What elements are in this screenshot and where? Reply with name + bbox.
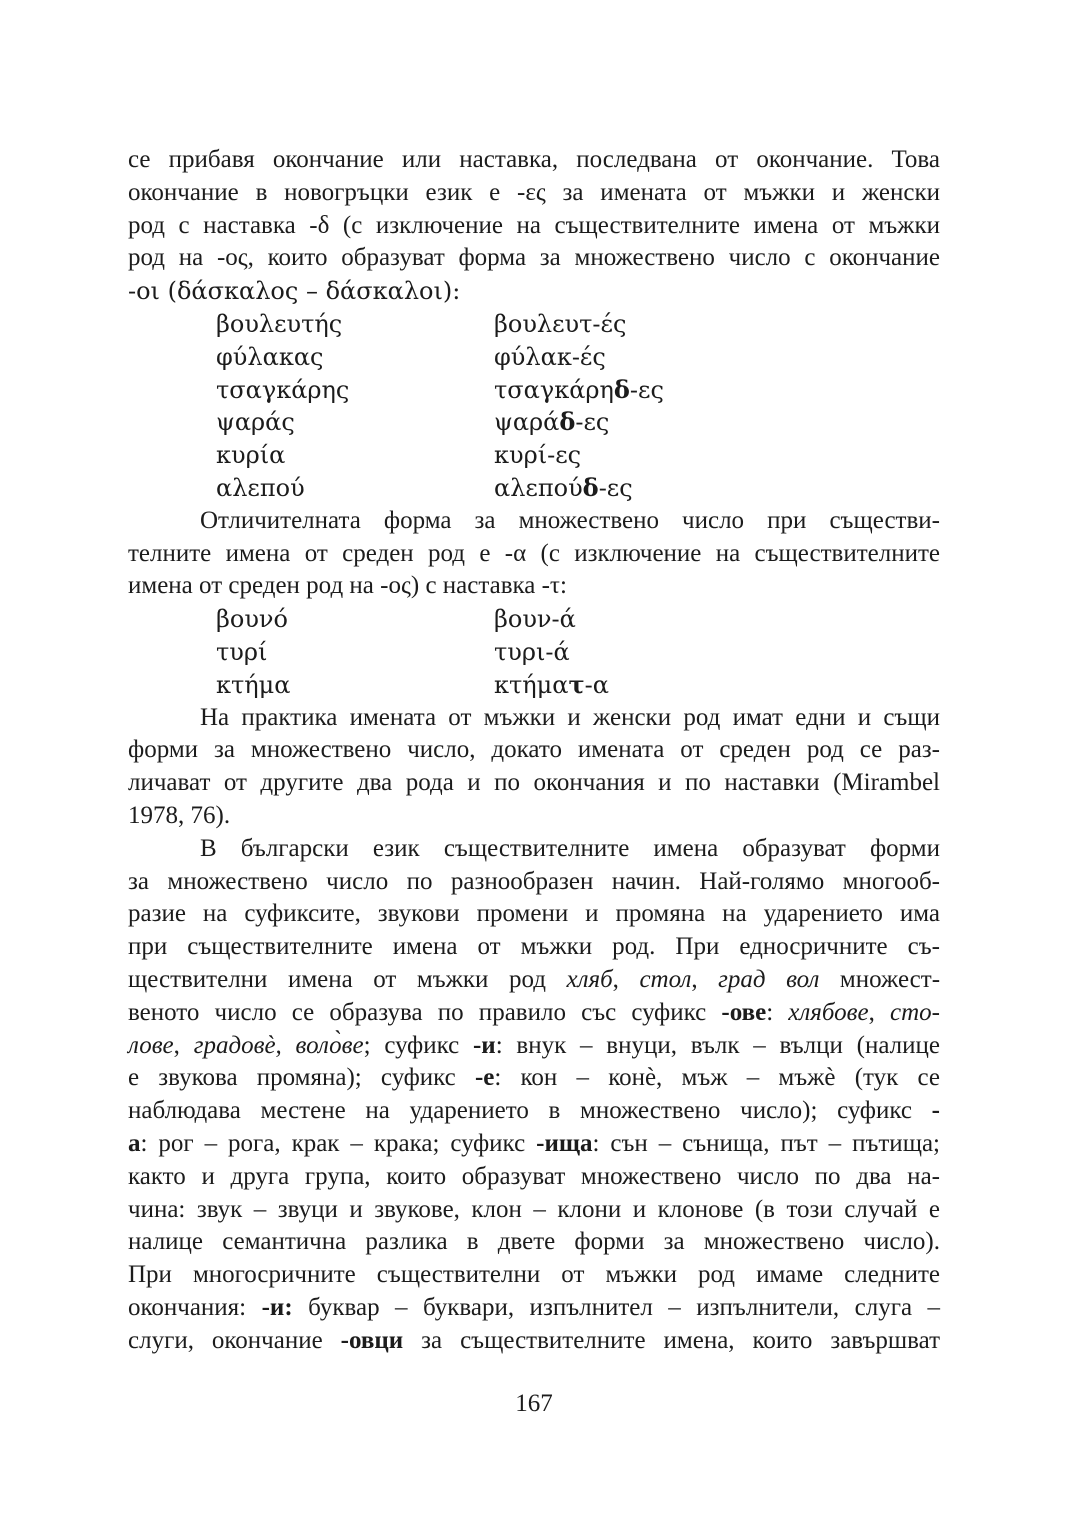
text-span: : рог – рога, крак – крака; суфикс xyxy=(140,1129,537,1157)
plural-form: βουν-ά xyxy=(494,605,576,634)
text-line xyxy=(128,1292,940,1325)
table-row xyxy=(128,603,940,636)
text-line: за множествено число по разнообразен начин. Най-голямо многооб- xyxy=(128,867,940,895)
table-row xyxy=(128,308,940,341)
bold-suffix: - xyxy=(931,1097,940,1125)
plural-form xyxy=(494,374,664,407)
text-line xyxy=(128,1325,940,1358)
plural-form: φύλακ-ές xyxy=(494,342,606,371)
singular-form: ψαράς xyxy=(216,408,295,437)
text-span: за съществителните имена, които завършват xyxy=(403,1326,941,1354)
text-line: разие на суфиксите, звукови промени и промяна на ударението има xyxy=(128,900,940,928)
text-line: 1978, 76). xyxy=(128,801,231,829)
plural-form xyxy=(494,406,609,439)
bold-suffix-letter: δ xyxy=(582,472,599,502)
plural-ending: -ες xyxy=(598,473,633,502)
text-span: , xyxy=(691,965,719,993)
bold-suffix-letter: τ xyxy=(568,669,585,699)
text-span: , xyxy=(173,1031,194,1059)
text-line xyxy=(128,964,940,997)
bold-suffix-letter: δ xyxy=(613,374,630,404)
plural-stem: αλεπού xyxy=(494,473,583,502)
plural-ending: -ες xyxy=(575,408,610,437)
example-table xyxy=(128,603,940,701)
italic-example: град вол xyxy=(718,965,820,993)
bold-suffix: а xyxy=(128,1129,141,1157)
text-span: : сън – сънища, път – пътища; xyxy=(592,1129,940,1157)
singular-form: τσαγκάρης xyxy=(216,375,350,404)
bold-suffix: -е xyxy=(474,1064,495,1092)
singular-form: βουλευτής xyxy=(216,309,343,338)
bold-suffix: -ища xyxy=(536,1129,593,1157)
paragraph xyxy=(128,702,940,833)
italic-example: хляб xyxy=(566,965,613,993)
text-line: телните имена от среден род е -α (с изключение на съществителните xyxy=(128,539,940,567)
italic-example: стол xyxy=(639,965,692,993)
text-line: род с наставка -δ (с изключение на съществителните имена от мъжки xyxy=(128,211,940,239)
plural-stem: κτήμα xyxy=(494,670,569,699)
singular-form: βουνό xyxy=(216,605,288,634)
plural-form xyxy=(494,472,633,505)
plural-form: βουλευτ-ές xyxy=(494,309,627,338)
text-line: както и друга група, които образуват множествено число по два на- xyxy=(128,1162,940,1190)
text-line xyxy=(128,1030,940,1063)
plural-ending: -ες xyxy=(629,375,664,404)
text-line: се прибавя окончание или наставка, последвана от окончание. Това xyxy=(128,146,940,173)
text-line: при съществителните имена от мъжки род. При едносричните съ- xyxy=(128,933,940,961)
text-span: ществителни имена от мъжки род xyxy=(128,965,567,993)
table-row xyxy=(128,341,940,374)
table-row xyxy=(128,636,940,669)
table-row xyxy=(128,439,940,472)
plural-ending: -α xyxy=(584,670,609,699)
text-span: окончания: xyxy=(128,1293,262,1321)
text-line: имена от среден род на -ος) с наставка -τ: xyxy=(128,572,567,600)
text-span: наблюдава местене на ударението в множествено число); суфикс xyxy=(128,1097,932,1125)
bold-suffix: -ове xyxy=(721,998,767,1026)
text-span: , xyxy=(612,965,640,993)
text-line: чина: звук – звуци и звукове, клон – клони и клонове (в този случай е xyxy=(128,1195,940,1223)
table-row xyxy=(128,374,940,407)
paragraph xyxy=(128,505,940,603)
paragraph xyxy=(128,144,940,308)
bold-suffix: -и: xyxy=(261,1293,293,1321)
text-line xyxy=(128,997,940,1030)
bold-suffix: -и xyxy=(472,1031,496,1059)
example-table xyxy=(128,308,940,505)
plural-stem: τσαγκάρη xyxy=(494,375,614,404)
paragraph xyxy=(128,833,940,1358)
bold-suffix: -овци xyxy=(340,1326,404,1354)
text-line: форми за множествено число, докато имената от среден род се раз- xyxy=(128,736,940,764)
text-span: веното число се образува по правило със суфикс xyxy=(128,998,722,1026)
text-line: На практика имената от мъжки и женски род имат едни и същи xyxy=(200,703,940,731)
text-line: -οι (δάσκαλος – δάσκαλοι): xyxy=(128,277,461,306)
text-line: При многосричните съществителни от мъжки род имаме следните xyxy=(128,1261,940,1289)
text-line: личават от другите два рода и по окончания и по наставки (Mirambel xyxy=(128,769,940,797)
text-span: : xyxy=(766,998,789,1026)
italic-example: градовѐ, воло̀ве xyxy=(193,1031,364,1059)
text-line: окончание в новогръцки език е -ες за имената от мъжки и женски xyxy=(128,178,940,206)
singular-form: τυρί xyxy=(216,637,268,666)
plural-form: κυρί-ες xyxy=(494,441,582,470)
plural-form: τυρι-ά xyxy=(494,637,570,666)
text-line xyxy=(128,1062,940,1095)
singular-form: φύλακας xyxy=(216,342,324,371)
bold-suffix-letter: δ xyxy=(559,407,576,437)
text-span: множест- xyxy=(819,965,941,993)
text-line: род на -ος, които образуват форма за множествено число с окончание xyxy=(128,244,940,272)
text-line: Отличителната форма за множествено число при съществи- xyxy=(200,506,940,534)
text-span: : внук – внуци, вълк – вълци (налице xyxy=(495,1031,941,1059)
text-span: е звукова промяна); суфикс xyxy=(128,1064,475,1092)
text-span: слуги, окончание xyxy=(128,1326,341,1354)
italic-example: лове xyxy=(128,1031,174,1059)
plural-stem: ψαρά xyxy=(494,408,560,437)
page-number: 167 xyxy=(515,1390,553,1417)
text-span: , xyxy=(868,998,891,1026)
table-row xyxy=(128,472,940,505)
text-line xyxy=(128,1095,940,1128)
text-line: налице семантична разлика в двете форми за множествено число). xyxy=(128,1228,940,1256)
table-row xyxy=(128,406,940,439)
text-span: буквар – буквари, изпълнител – изпълнители, слуга – xyxy=(292,1293,940,1321)
italic-example: сто- xyxy=(890,998,940,1026)
page-text xyxy=(128,144,940,1357)
singular-form: κυρία xyxy=(216,441,286,470)
italic-example: хлябове xyxy=(788,998,869,1026)
text-span: : кон – конѐ, мъж – мъжѐ (тук се xyxy=(494,1064,940,1092)
plural-form xyxy=(494,669,609,702)
singular-form: αλεπού xyxy=(216,473,305,502)
table-row xyxy=(128,669,940,702)
text-span: ; суфикс xyxy=(363,1031,473,1059)
text-line: В български език съществителните имена образуват форми xyxy=(200,834,940,862)
text-line xyxy=(128,1128,940,1161)
singular-form: κτήμα xyxy=(216,670,291,699)
